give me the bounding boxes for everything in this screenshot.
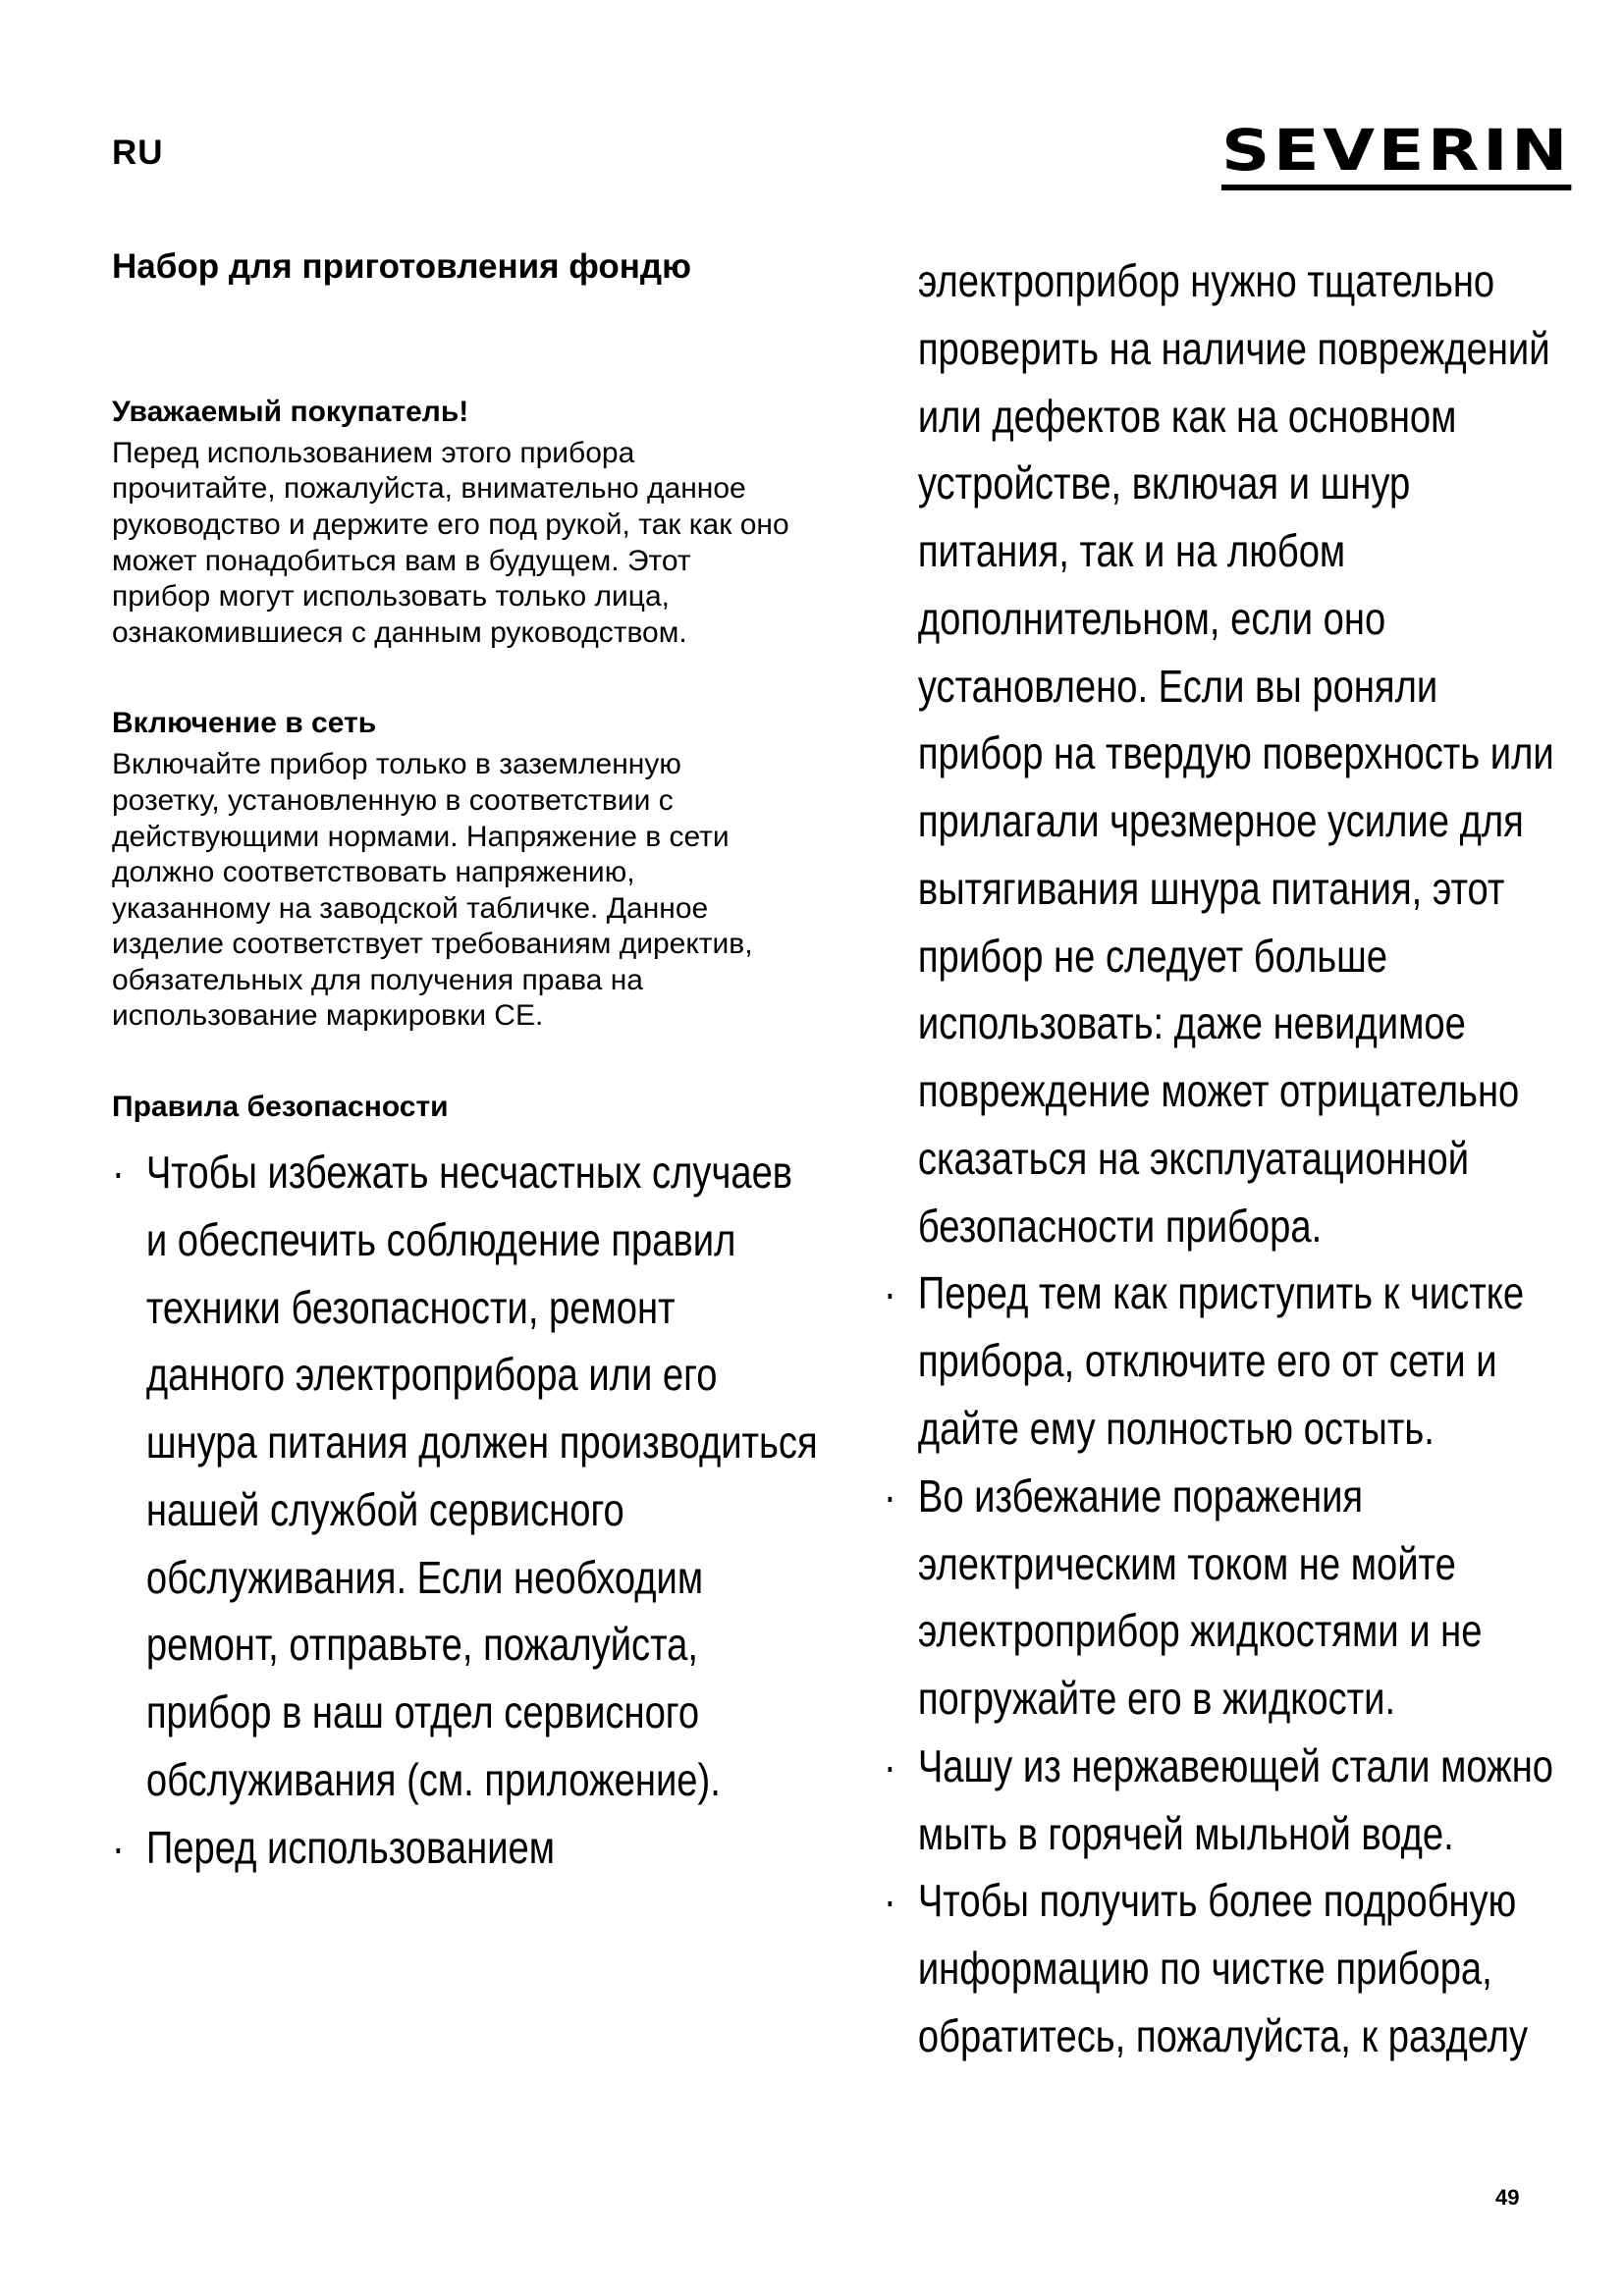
safety-bullet-item — [112, 1139, 821, 1814]
right-bullet-item — [884, 1867, 1563, 2069]
bullet-dot: · — [884, 1267, 896, 1319]
greeting-heading: Уважаемый покупатель! — [112, 395, 469, 428]
severin-logo: SEVERIN — [1221, 122, 1571, 190]
document-title: Набор для приготовления фондю — [112, 247, 692, 286]
safety-bullet-list — [112, 1139, 818, 1881]
page-number: 49 — [1495, 2185, 1520, 2210]
right-bullet-item — [884, 1463, 1563, 1733]
bullet-dot: · — [884, 1739, 896, 1791]
power-section — [112, 706, 789, 1035]
right-column — [884, 247, 1554, 2070]
language-code: RU — [112, 133, 164, 172]
bullet-dot: · — [112, 1147, 125, 1199]
left-column — [112, 245, 818, 1881]
bullet-dot: · — [884, 1875, 896, 1927]
greeting-body: Перед использованием этого прибора прочитайте, пожалуйста, внимательно данное руководство и держите его под рукой, так как оно может понадобиться вам в будущем. Этот прибор могут использовать только лица, ознакомившиеся с данным руководством. — [112, 436, 789, 649]
right-bullet-item — [884, 1259, 1563, 1462]
right-bullet-text: Во избежание поражения электрическим током не мойте электроприбор жидкостями и не погружайте его в жидкости. — [917, 1469, 1483, 1725]
power-heading: Включение в сеть — [112, 707, 377, 740]
greeting-section — [112, 395, 789, 652]
continued-bullet-text: электроприбор нужно тщательно проверить на наличие повреждений или дефектов как на основном устройстве, включая и шнур питания, так и на любом дополнительном, если оно установлено. Если вы роняли прибор на твердую поверхность или прилагали чрезмерное усилие для вытягивания шнура питания, этот прибор не следует больше использовать: даже невидимое повреждение может отрицательно сказаться на эксплуатационной безопасности прибора. — [917, 255, 1554, 1252]
safety-section — [112, 1090, 818, 1881]
safety-bullet-item — [112, 1814, 821, 1882]
safety-bullet-text: Перед использованием — [145, 1821, 556, 1873]
right-bullet-text: Чтобы получить более подробную информацию по чистке прибора, обратитесь, пожалуйста, к разделу — [917, 1875, 1529, 2061]
right-bullet-item — [884, 1733, 1563, 1868]
right-bullet-text: Чашу из нержавеющей стали можно мыть в горячей мыльной воде. — [917, 1739, 1554, 1859]
power-body: Включайте прибор только в заземленную розетку, установленную в соответствии с действующими нормами. Напряжение в сети должно соответствовать напряжению, указанному на заводской табличке. Данное изделие соответствует требованиям директив, обязательных для получения права на использование маркировки CE. — [112, 748, 753, 1033]
right-bullet-text: Перед тем как приступить к чистке прибора, отключите его от сети и дайте ему полностью остыть. — [917, 1267, 1525, 1455]
bullet-dot: · — [112, 1821, 125, 1873]
right-bullet-list — [884, 1259, 1554, 2069]
safety-heading: Правила безопасности — [112, 1091, 449, 1124]
safety-bullet-text: Чтобы избежать несчастных случаев и обеспечить соблюдение правил техники безопасности, ремонт данного электроприбора или его шнура питания должен производиться нашей службой сервисного обслуживания. Если необходим ремонт, отправьте, пожалуйста, прибор в наш отдел сервисного обслуживания (см. приложение). — [145, 1147, 818, 1805]
bullet-dot: · — [884, 1469, 896, 1522]
